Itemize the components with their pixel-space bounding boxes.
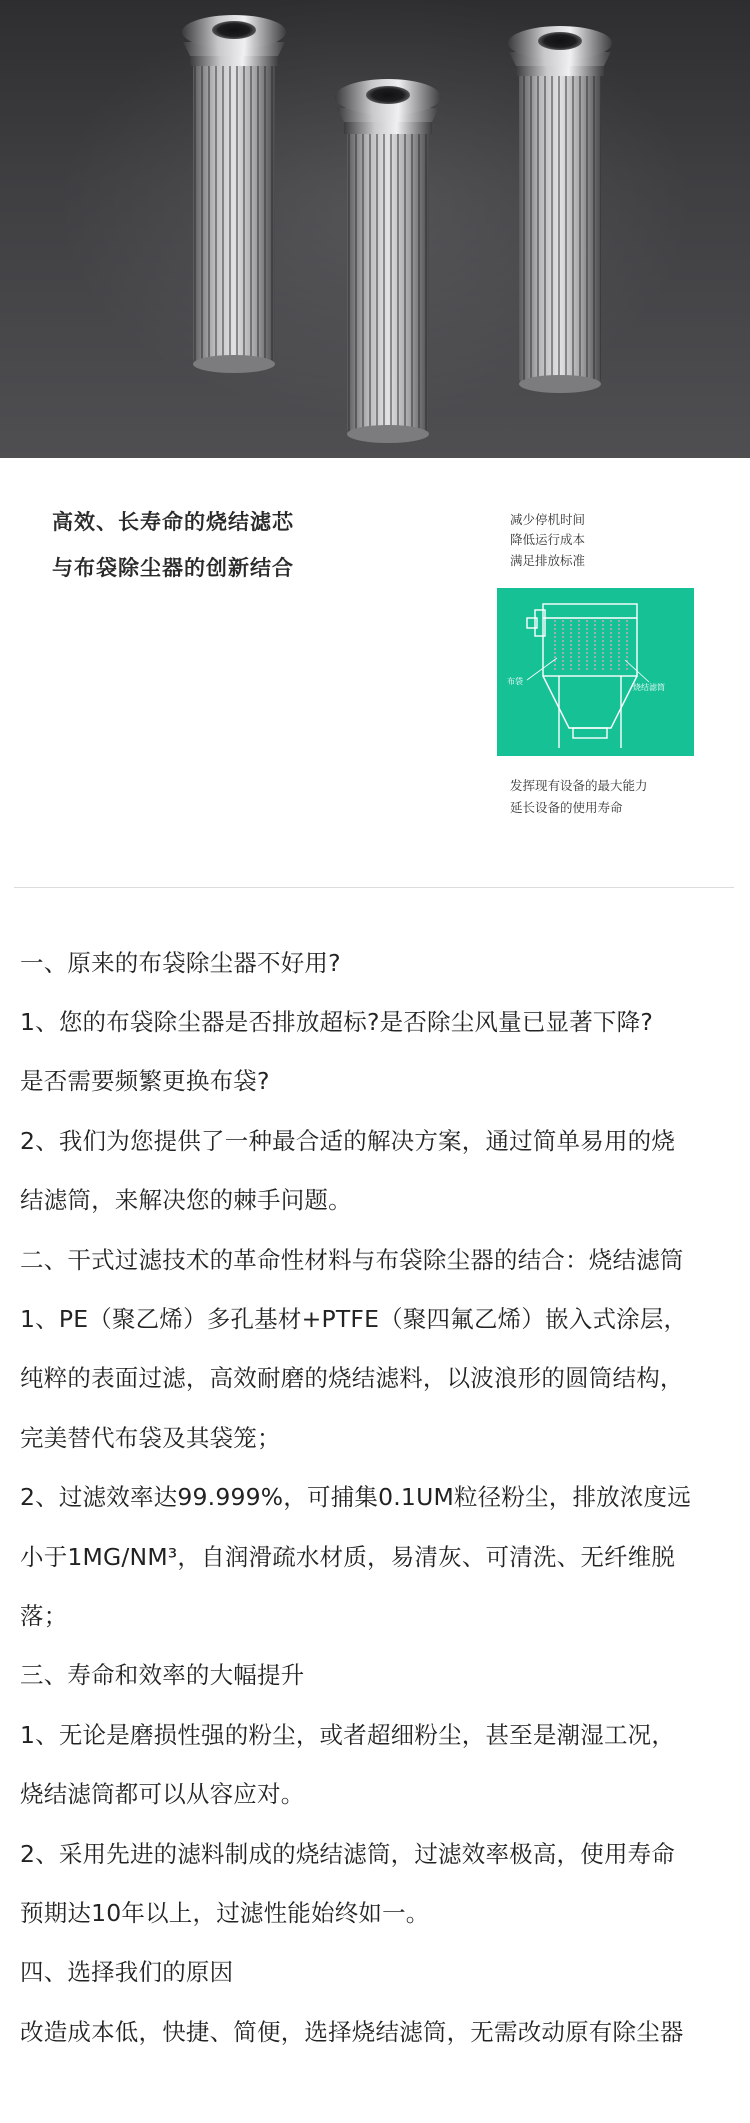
- paragraph-line: 1、您的布袋除尘器是否排放超标?是否除尘风量已显著下降?: [20, 1008, 653, 1036]
- paragraph-line: 纯粹的表面过滤，高效耐磨的烧结滤料，以波浪形的圆筒结构，: [20, 1364, 684, 1392]
- paragraph-line: 2、我们为您提供了一种最合适的解决方案，通过简单易用的烧: [20, 1127, 676, 1155]
- paragraph-line: 改造成本低，快捷、简便，选择烧结滤筒，无需改动原有除尘器: [20, 2018, 684, 2046]
- benefit-reduce-downtime: 减少停机时间: [510, 512, 586, 527]
- paragraph-line: 烧结滤筒都可以从容应对。: [20, 1780, 305, 1808]
- heading-section-2: 二、干式过滤技术的革命性材料与布袋除尘器的结合：烧结滤筒: [20, 1246, 684, 1274]
- intro-title-line-1: 高效、长寿命的烧结滤芯: [52, 510, 294, 534]
- benefit-max-capacity: 发挥现有设备的最大能力: [510, 778, 648, 793]
- paragraph-line: 完美替代布袋及其袋笼；: [20, 1424, 281, 1452]
- cartridge-left: [182, 15, 286, 373]
- hero-product-photo: [0, 0, 750, 458]
- paragraph-line: 1、无论是磨损性强的粉尘，或者超细粉尘，甚至是潮湿工况，: [20, 1721, 676, 1749]
- paragraph-line: 2、过滤效率达99.999%，可捕集0.1UM粒径粉尘，排放浓度远: [20, 1483, 691, 1511]
- dust-collector-diagram: [497, 588, 694, 756]
- filter-cartridges-illustration: [0, 0, 750, 458]
- diagram-label-bag: 布袋: [507, 677, 523, 686]
- heading-section-1: 一、原来的布袋除尘器不好用?: [20, 949, 341, 977]
- heading-section-3: 三、寿命和效率的大幅提升: [20, 1661, 305, 1689]
- intro-title-line-2: 与布袋除尘器的创新结合: [52, 556, 294, 580]
- cartridge-right: [508, 26, 612, 393]
- diagram-label-cartridge: 烧结滤筒: [633, 683, 665, 692]
- section-divider: [14, 887, 734, 888]
- cartridge-middle: [335, 79, 441, 443]
- dust-collector-drawing: [497, 588, 694, 756]
- benefit-emission-standard: 满足排放标准: [510, 553, 586, 568]
- benefit-extend-life: 延长设备的使用寿命: [510, 800, 623, 815]
- paragraph-line: 小于1MG/NM³，自润滑疏水材质，易清灰、可清洗、无纤维脱: [20, 1543, 676, 1571]
- benefit-lower-cost: 降低运行成本: [510, 532, 586, 547]
- paragraph-line: 2、采用先进的滤料制成的烧结滤筒，过滤效率极高，使用寿命: [20, 1840, 676, 1868]
- paragraph-line: 预期达10年以上，过滤性能始终如一。: [20, 1899, 430, 1927]
- paragraph-line: 1、PE（聚乙烯）多孔基材+PTFE（聚四氟乙烯）嵌入式涂层，: [20, 1305, 688, 1333]
- heading-section-4: 四、选择我们的原因: [20, 1958, 234, 1986]
- paragraph-line: 是否需要频繁更换布袋?: [20, 1067, 270, 1095]
- paragraph-line: 结滤筒，来解决您的棘手问题。: [20, 1186, 352, 1214]
- paragraph-line: 落；: [20, 1602, 68, 1630]
